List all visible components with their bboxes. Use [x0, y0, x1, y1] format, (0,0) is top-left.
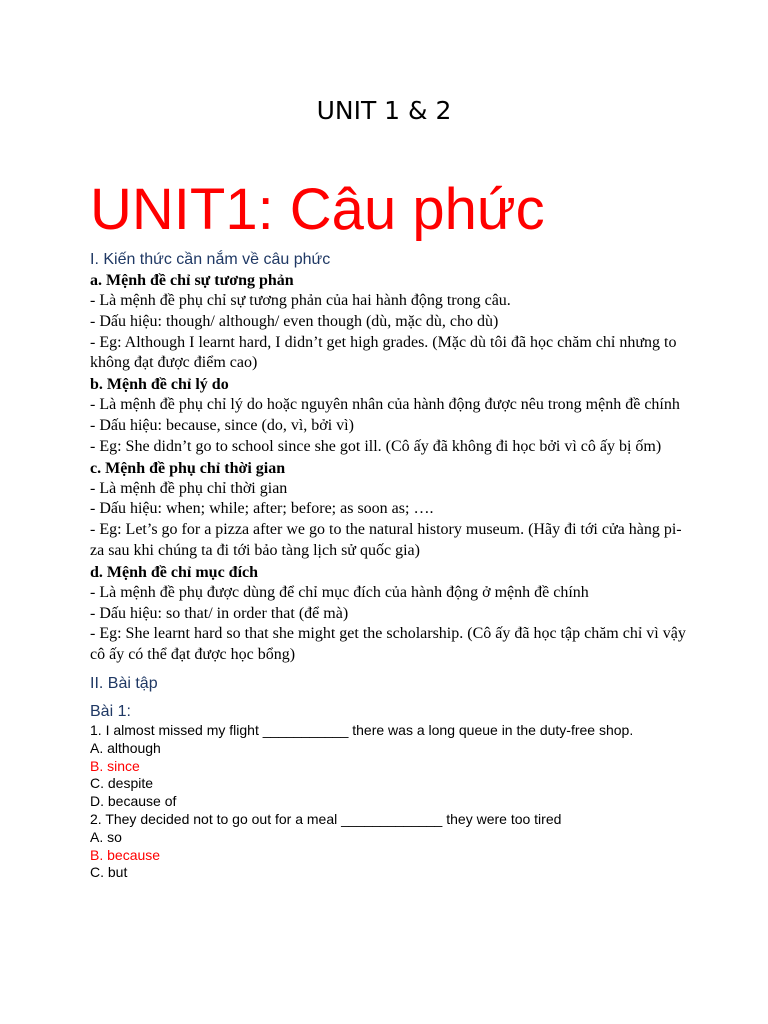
- question-2-option-a: A. so: [90, 828, 122, 845]
- exercise-1-title: Bài 1:: [90, 702, 131, 720]
- section-b-line: - Dấu hiệu: because, since (do, vì, bởi vì): [90, 416, 354, 434]
- section-c-line: - Dấu hiệu: when; while; after; before; as soon as; ….: [90, 500, 434, 518]
- section-a-line: - Dấu hiệu: though/ although/ even though (dù, mặc dù, cho dù): [90, 312, 499, 330]
- question-1-option-c: C. despite: [90, 775, 154, 792]
- section-a-line: - Là mệnh đề phụ chỉ sự tương phản của hai hành động trong câu.: [90, 292, 511, 309]
- section-d-line: - Eg: She learnt hard so that she might get the scholarship. (Cô ấy đã học tập chăm chỉ vì vậy cô ấy có thể đạt được học bổng): [90, 625, 686, 664]
- section-a-title: a. Mệnh đề chỉ sự tương phản: [90, 272, 294, 289]
- section-c-title: c. Mệnh đề phụ chỉ thời gian: [90, 459, 286, 477]
- document-body: [90, 174, 690, 882]
- section-a-line: - Eg: Although I learnt hard, I didn’t get high grades. (Mặc dù tôi đã học chăm chỉ nhưng to không đạt được điểm cao): [90, 333, 677, 372]
- section-d-line: - Là mệnh đề phụ được dùng để chỉ mục đích của hành động ở mệnh đề chính: [90, 583, 589, 601]
- theory-heading: I. Kiến thức cần nắm về câu phức: [90, 251, 331, 268]
- section-b-title: b. Mệnh đề chỉ lý do: [90, 376, 229, 394]
- section-c-line: - Eg: Let’s go for a pizza after we go to the natural history museum. (Hãy đi tới cửa hàng pi-za sau khi chúng ta đi tới bảo tàng lịch sử quốc gia): [90, 521, 682, 559]
- question-1-option-b-answer: B. since: [90, 757, 140, 774]
- unit-title: UNIT1: Câu phức: [90, 177, 545, 242]
- question-2-option-b-answer: B. because: [90, 846, 161, 863]
- question-2: 2. They decided not to go out for a meal _____________ they were too tired: [90, 810, 562, 827]
- question-1-option-a: A. although: [90, 739, 161, 756]
- section-c-line: - Là mệnh đề phụ chỉ thời gian: [90, 479, 288, 497]
- question-1-option-d: D. because of: [90, 793, 177, 810]
- section-b-line: - Là mệnh đề phụ chỉ lý do hoặc nguyên nhân của hành động được nêu trong mệnh đề chính: [90, 396, 680, 414]
- section-d-line: - Dấu hiệu: so that/ in order that (để mà): [90, 604, 349, 622]
- question-1: 1. I almost missed my flight ___________ there was a long queue in the duty-free shop.: [90, 721, 634, 738]
- section-d-title: d. Mệnh đề chỉ mục đích: [90, 563, 259, 581]
- section-b-line: - Eg: She didn’t go to school since she got ill. (Cô ấy đã không đi học bởi vì cô ấy bị ốm): [90, 437, 662, 455]
- page-header: UNIT 1 & 2: [316, 96, 452, 125]
- exercises-heading: II. Bài tập: [90, 674, 158, 692]
- question-2-option-c: C. but: [90, 864, 128, 881]
